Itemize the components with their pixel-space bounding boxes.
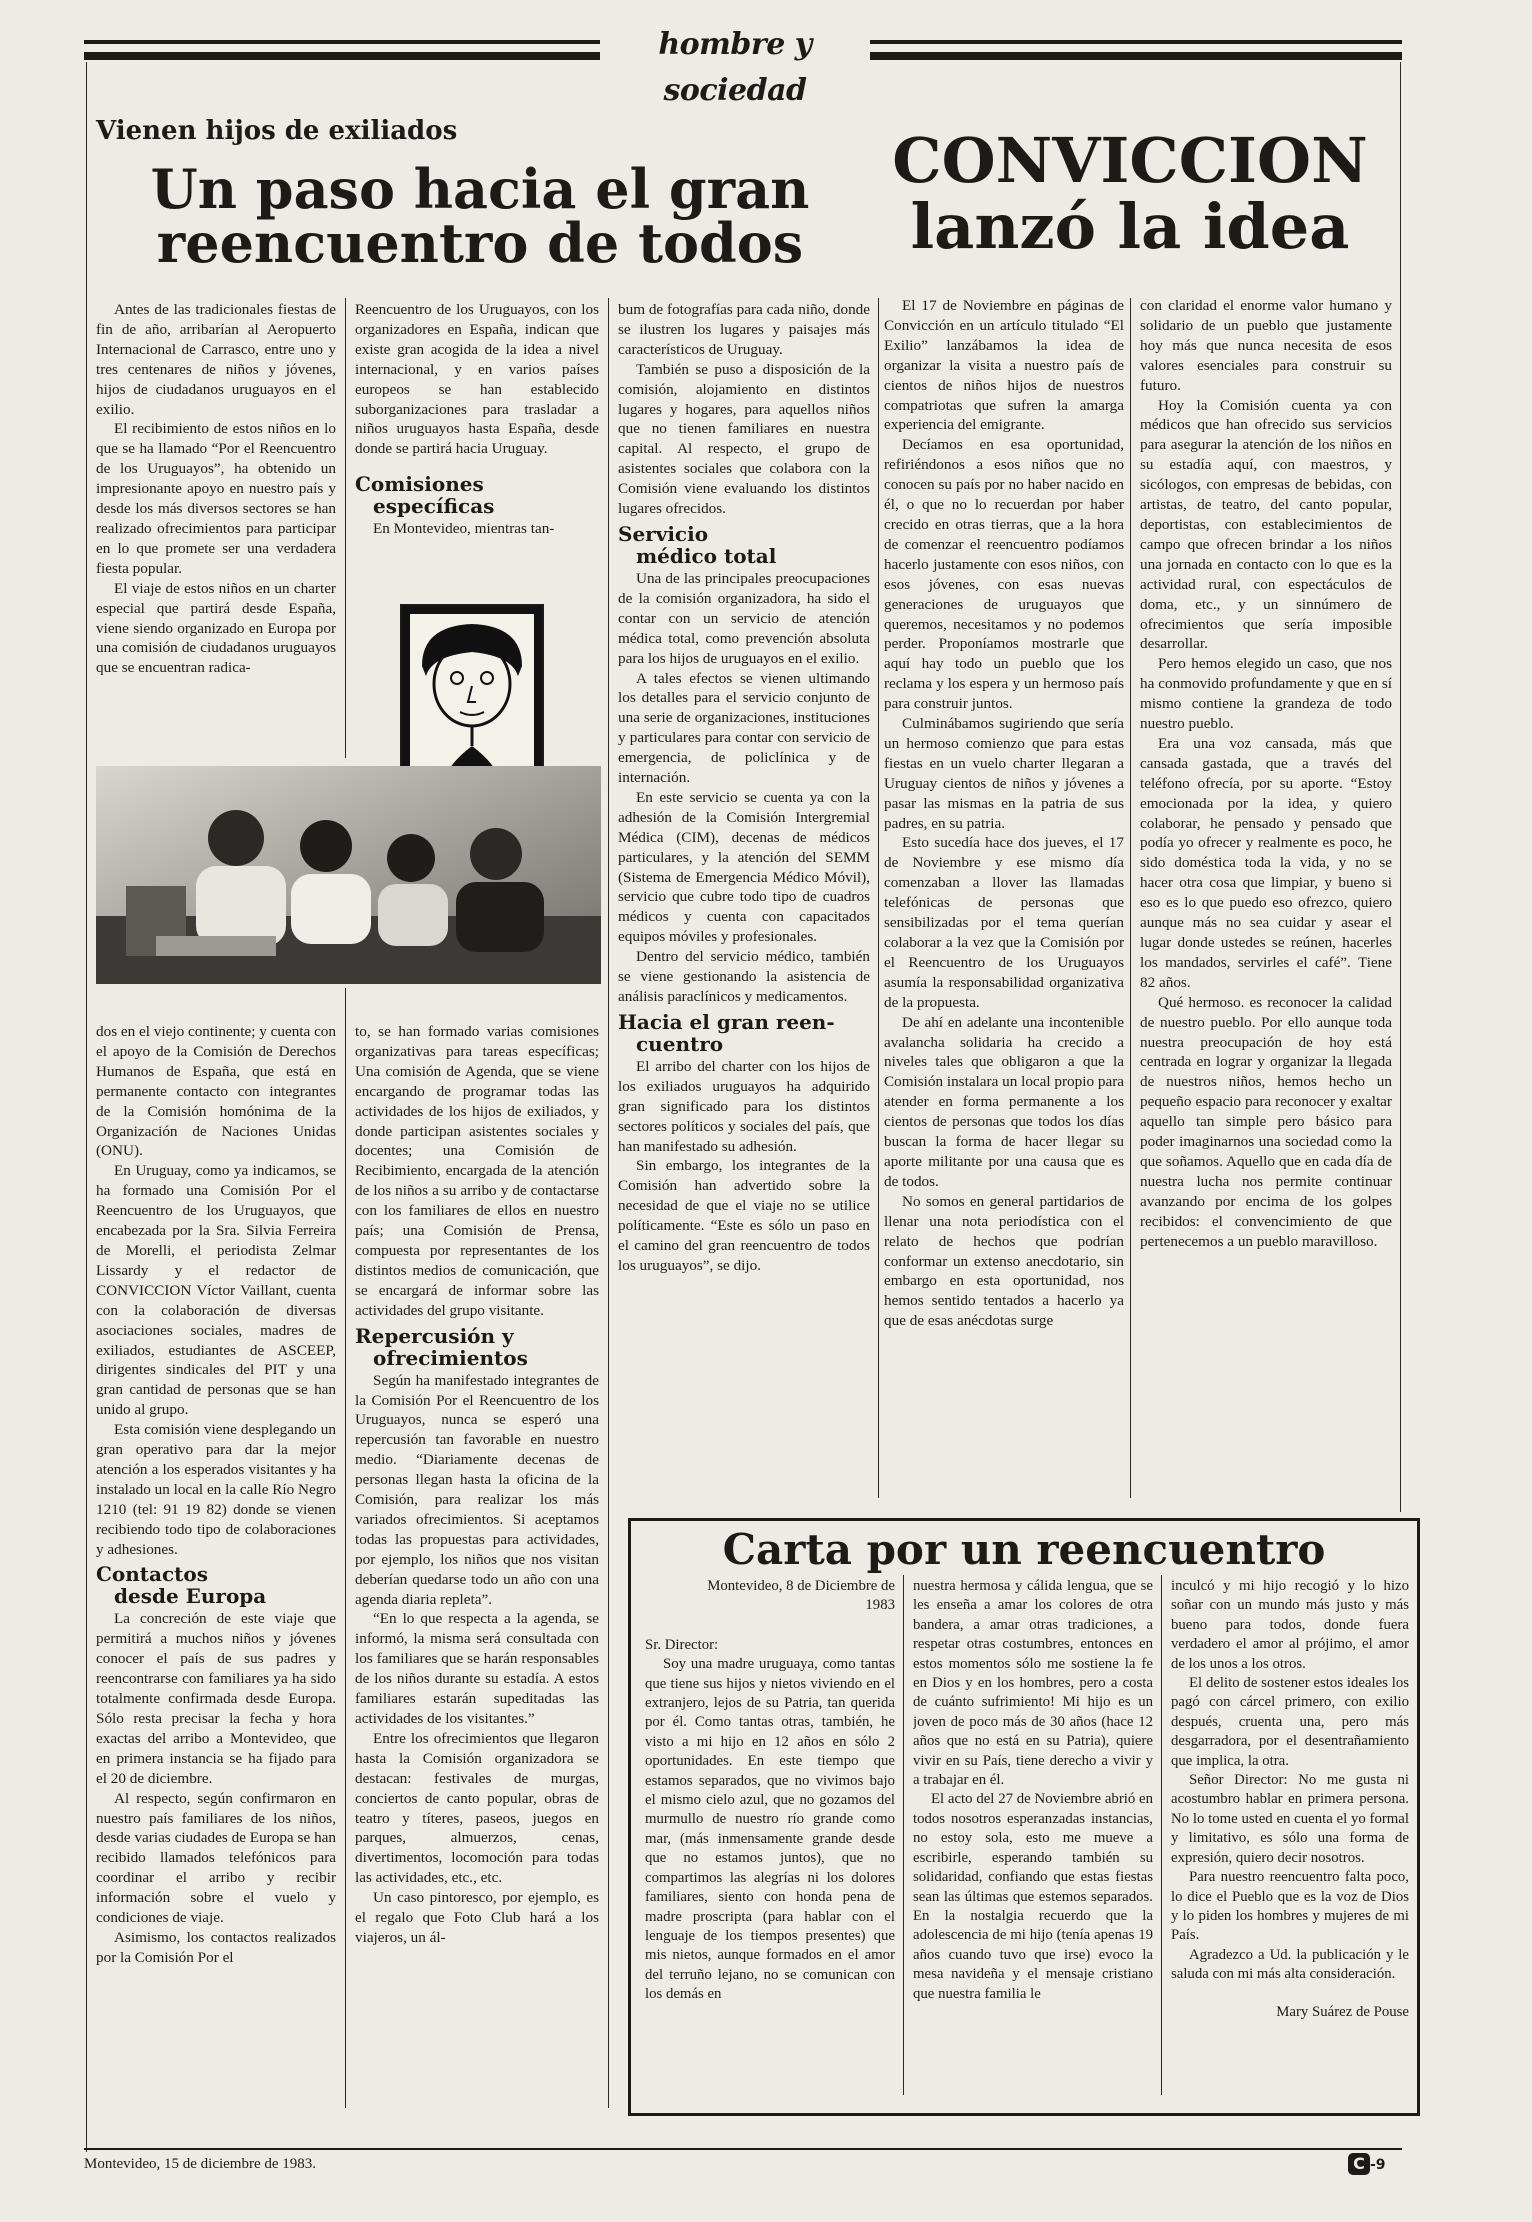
- subhead-line: específicas: [373, 494, 495, 519]
- right-headline-line1: CONVICCION: [892, 124, 1368, 197]
- paragraph: Pero hemos elegido un caso, que nos ha conmovido profundamente y que en sí mismo contiene la grandeza de todo nuestro pueblo.: [1140, 655, 1392, 733]
- paragraph: Reencuentro de los Uruguayos, con los organizadores en España, indican que existe gran acogida de la idea a nivel internacional, y en varios países europeos se han establecido suborganizaciones para trasladar a niños uruguayos hasta España, desde donde se partirá hacia Uruguay.: [355, 301, 599, 458]
- col-sep-3: [878, 298, 879, 1498]
- paragraph: Según ha manifestado integrantes de la Comisión Por el Reencuentro de los Uruguayos, nunca se esperó una repercusión tan favorable en nuestro medio. “Diariamente decenas de personas llegan hasta la oficina de la Comisión, para realizar los más variados ofrecimientos. Si aceptamos todas las propuestas para actividades, por ejemplo, los niños que nos visitan deberían quedarse todo un año con una agenda diaria repleta”.: [355, 1371, 599, 1608]
- paragraph: El acto del 27 de Noviembre abrió en todos nosotros esperanzadas instancias, no estoy sola, esto me mueve a escribirle, esperando también su solidaridad, confiando que estas fiestas sean las últimas que estemos separados. En la nostalgia recuerdo que la adolescencia de mi hijo (tenía apenas 19 años cuando tuvo que irse) evoco la mesa navideña y el mensaje cristiano que nuestra familia le: [913, 1791, 1153, 2002]
- right-col1: [884, 296, 1124, 1506]
- paragraph: Agradezco a Ud. la publicación y le saluda con mi más alta consideración.: [1171, 1946, 1409, 1983]
- subhead-line: Servicio: [618, 521, 709, 546]
- paragraph: Hoy la Comisión cuenta ya con médicos que han ofrecido sus servicios para asegurar la atención de los niños en su estadía aquí, con maestros, y sicólogos, con empresas de bebidas, con artistas, de teatro, del canto popular, deportistas, con establecimientos de campo que ofrecen brindar a los niños una jornada en contacto con lo que es la actividad rural, con espectáculos de doma, etc., y un sinnúmero de ofrecimientos que sería imposible desarrollar.: [1140, 396, 1392, 653]
- left-headline-line2: reencuentro de todos: [156, 211, 804, 275]
- carta-col-sep-1: [903, 1575, 904, 2095]
- left-col3: [618, 300, 870, 1510]
- subhead-line: Hacia el gran reen-: [618, 1009, 835, 1034]
- paragraph: Al respecto, según confirmaron en nuestro país familiares de los niños, desde varias ciudades de Europa se han recibido llamados telefónicos para coordinar el arribo y recibir información sobre el vuelo y condiciones de viaje.: [96, 1789, 336, 1927]
- carta-col3: [1171, 1577, 1409, 2107]
- paragraph: En Uruguay, como ya indicamos, se ha formado una Comisión Por el Reencuentro de los Uruguayos, que encabezada por la Sra. Silvia Ferreira de Morelli, el periodista Zelmar Lissardy y el redactor de CONVICCION Víctor Vaillant, cuenta con la colaboración de diversas asociaciones sociales, madres de exiliados, estudiantes de ASCEEP, dirigentes sindicales del PIT y una gran cantidad de personas que se han unido al grupo.: [96, 1162, 336, 1419]
- paragraph: También se puso a disposición de la comisión, alojamiento en distintos lugares y hogares, para aquellos niños que no tienen familiares en nuestra capital. Al respecto, el grupo de asistentes sociales que colabora con la Comisión viene evaluando los distintos lugares ofrecidos.: [618, 360, 870, 518]
- paragraph: El arribo del charter con los hijos de los exiliados uruguayos ha adquirido gran significado para los distintos sectores políticos y sociales del país, que han manifestado su adhesión.: [618, 1057, 870, 1155]
- paragraph: Antes de las tradicionales fiestas de fin de año, arribarían al Aeropuerto Internacional de Carrasco, entre uno y tres centenares de niños y jóvenes, hijos de ciudadanos uruguayos en el exilio.: [96, 301, 336, 418]
- footer-date: Montevideo, 15 de diciembre de 1983.: [84, 2156, 317, 2172]
- paragraph: No somos en general partidarios de llenar una nota periodística con el relato de hechos que podrían conformar un extenso anecdotario, sin embargo en esta oportunidad, nos hemos sentido tentados a hacerlo ya que de esas anécdotas surge: [884, 1192, 1124, 1330]
- paragraph: Dentro del servicio médico, también se viene gestionando la asistencia de análisis paraclínicos y medicamentos.: [618, 948, 870, 1005]
- left-headline-line1: Un paso hacia el gran: [150, 157, 810, 221]
- carta-signature: Mary Suárez de Pouse: [1276, 2003, 1409, 2020]
- carta-col2: [913, 1577, 1153, 2107]
- paragraph: Señor Director: No me gusta ni acostumbro hablar en primera persona. No lo tome usted en cuenta el yo formal y limitativo, es sólo una forma de expresión, quiero decir nosotros.: [1171, 1772, 1409, 1866]
- paragraph: Un caso pintoresco, por ejemplo, es el regalo que Foto Club hará a los viajeros, un ál-: [355, 1889, 599, 1946]
- paragraph: A tales efectos se vienen ultimando los detalles para el servicio conjunto de una serie de organizaciones, instituciones y particulares para contar con servicio de emergencia, de policlínica y de internación.: [618, 669, 870, 787]
- frame-right: [1400, 62, 1401, 1512]
- left-col1-bottom: [96, 1022, 336, 2112]
- subhead-line: Repercusión y: [355, 1323, 514, 1348]
- subhead-line: cuentro: [636, 1031, 724, 1056]
- paragraph: inculcó y mi hijo recogió y lo hizo soñar con un mundo más justo y más bueno para todos, donde fuera verdadero el amor al prójimo, el amor de los unos a los otros.: [1171, 1578, 1409, 1672]
- photo-icon: [96, 766, 601, 984]
- footer-page-number: -9: [1370, 2157, 1386, 2173]
- paragraph: En este servicio se cuenta ya con la adhesión de la Comisión Intergremial Médica (CIM), decenas de médicos particulares, y la atención del SEMM (Sistema de Emergencia Médico Móvil), servicio que cubre todo tipo de cuadros médicos y cuenta con capacitados equipos móviles y profesionales.: [618, 788, 870, 946]
- paragraph: La concreción de este viaje que permitirá a muchos niños y jóvenes conocer el país de sus padres y reencontrarse con familiares ya ha sido totalmente confirmada desde Europa. Sólo resta precisar la fecha y hora exactas del arribo a Montevideo, que en primera instancia se ha fijado para el 20 de diciembre.: [96, 1610, 336, 1787]
- col-sep-4: [1130, 298, 1131, 1498]
- footer-page: [1348, 2150, 1386, 2179]
- left-col1-top: [96, 300, 336, 760]
- carta-box: [628, 1518, 1420, 2116]
- subhead-hacia: [618, 1011, 870, 1055]
- paragraph: Asimismo, los contactos realizados por la Comisión Por el: [96, 1928, 336, 1966]
- paragraph: nuestra hermosa y cálida lengua, que se les enseña a amar los colores de otra bandera, a amar otras tradiciones, a respetar otras costumbres, entonces en estos momentos sólo me sostiene la fe en Dios y en los hombres, pero a costa de cuánto sufrimiento! Mi hijo es un joven de poco más de 30 años (hace 12 años que no está en su Patria), quiere vivir en su País, tiene derecho a vivir y a trabajar en él.: [913, 1578, 1153, 1789]
- paragraph: El recibimiento de estos niños en lo que se ha llamado “Por el Reencuentro de los Uruguayos”, ha obtenido un impresionante apoyo en nuestro país y desde los más diversos sectores se han realizado ofrecimientos para participar en lo que promete ser una verdadera fiesta popular.: [96, 420, 336, 577]
- left-article-kicker: Vienen hijos de exiliados: [96, 116, 458, 146]
- paragraph: Culminábamos sugiriendo que sería un hermoso comienzo que para estas fiestas en un vuelo charter llegaran a Uruguay cientos de niños y jóvenes a pasar las mismas en la patria de sus padres, en su patria.: [884, 715, 1124, 832]
- carta-col-sep-2: [1161, 1575, 1162, 2095]
- paragraph: El 17 de Noviembre en páginas de Convicción en un artículo titulado “El Exilio” lanzábamos la idea de organizar la visita a nuestro país de cientos de niños hijos de nuestros compatriotas que sufren la amarga experiencia del emigrante.: [884, 297, 1124, 434]
- paragraph: Decíamos en esa oportunidad, refiriéndonos a esos niños que no conocen su país por no haber nacido en él, o que no lo recuerdan por haber crecido en otras tierras, que a la hora de comenzar el reencuentro podíamos hacerlo justamente con esos niños, con esos jóvenes, con esas nuevas generaciones de uruguayos que queremos, necesitamos y no podemos perder. Proponíamos mostrarle que aquí hay todo un pueblo que los reclama y los espera y un hermoso país para construir juntos.: [884, 436, 1124, 713]
- paragraph: Para nuestro reencuentro falta poco, lo dice el Pueblo que es la voz de Dios y lo piden los hombres y mujeres de mi País.: [1171, 1869, 1409, 1944]
- paragraph: En Montevideo, mientras tan-: [373, 520, 555, 538]
- paragraph: Esta comisión viene desplegando un gran operativo para dar la mejor atención a los esperados visitantes y ha instalado un local en la calle Río Negro 1210 (tel: 91 19 82) donde se vienen recibiendo todo tipo de colaboraciones y adhesiones.: [96, 1421, 336, 1558]
- paragraph: Esto sucedía hace dos jueves, el 17 de Noviembre y ese mismo día comenzaban a llover las llamadas telefónicas de personas que sensibilizadas por el tema querían colaborar a la vez que la Comisión por el Reencuentro de los Uruguayos asumía la responsabilidad organizativa de la propuesta.: [884, 834, 1124, 1011]
- footer-rule: [84, 2148, 1402, 2150]
- paragraph: Soy una madre uruguaya, como tantas que tiene sus hijos y nietos viviendo en el extranjero, lejos de su Patria, tan querida por él. Como tantas otras, también, he visto a mi hijo en 12 años en sólo 2 oportunidades. En este tiempo que estamos separados, que no vivimos bajo el mismo cielo azul, que no gozamos del murmullo de nuestro río grande como mar, (más inmensamente grande desde que no estamos juntos), que no compartimos las alegrías ni los dolores familiares, siento con honda pena de madre proscripta (para hablar con el lenguaje de los tiempos presentes) que mis nietos, aunque formados en el amor del terruño lejano, no se comunican con los demás en: [645, 1656, 895, 2003]
- paragraph: dos en el viejo continente; y cuenta con el apoyo de la Comisión de Derechos Humanos de España, que está en permanente contacto con integrantes de la Comisión homónima de la Organización de Naciones Unidas (ONU).: [96, 1023, 336, 1160]
- subhead-comisiones: [355, 473, 599, 517]
- subhead-line: ofrecimientos: [373, 1345, 528, 1370]
- carta-title: Carta por un reencuentro: [722, 1525, 1326, 1574]
- left-col2-top: [355, 300, 599, 600]
- meeting-photo: [96, 766, 601, 984]
- subhead-line: Comisiones: [355, 472, 484, 497]
- paragraph: Sin embargo, los integrantes de la Comisión han advertido sobre la necesidad de que el viaje no se utilice políticamente. “Este es sólo un paso en el camino del gran reencuentro de todos los uruguayos”, se dijo.: [618, 1157, 870, 1274]
- right-col2: [1140, 296, 1392, 1506]
- paragraph: De ahí en adelante una incontenible avalancha solidaria ha crecido a niveles tales que obligaron a que la Comisión instalara un local propio para atender en forma permanente a los cientos de personas que todos los días buscan la forma de hacer llegar su aporte militante por una causa que es de todos.: [884, 1013, 1124, 1190]
- left-article-headline: [120, 157, 840, 275]
- paragraph: con claridad el enorme valor humano y solidario de un pueblo que justamente hoy más que nunca necesita de esos valores esenciales para construir su futuro.: [1140, 297, 1392, 394]
- paragraph: Entre los ofrecimientos que llegaron hasta la Comisión organizadora se destacan: festivales de murgas, conciertos de canto popular, obras de teatro y títeres, paseos, juegos en parques, almuerzos, cenas, divertimentos, locomoción para todas las actividades, etc., etc.: [355, 1729, 599, 1887]
- subhead-line: Contactos: [96, 1562, 209, 1587]
- paragraph: El viaje de estos niños en un charter especial que partirá desde España, viene siendo organizado en Europa por una comisión de ciudadanos uruguayos que se encuentran radica-: [96, 579, 336, 677]
- right-article-headline: [880, 124, 1380, 263]
- paragraph: Qué hermoso. es reconocer la calidad de nuestro pueblo. Por ello aunque toda nuestra preocupación de hoy está centrada en lograr y organizar la llegada de nuestros niños, hemos hecho un pequeño espacio para reconocer y exaltar aquello tan simple pero básico para poder imaginarnos una sociedad como la que soñamos. Aquello que en cada día de nuestra lucha nos permite continuar avanzando por encima de los golpes recibidos: el convencimiento de que pertenecemos a un pueblo maravilloso.: [1140, 993, 1392, 1250]
- paragraph: bum de fotografías para cada niño, donde se ilustren los lugares y paisajes más característicos de Uruguay.: [618, 301, 870, 358]
- carta-col1: [645, 1577, 895, 2107]
- subhead-servicio: [618, 523, 870, 567]
- subhead-line: desde Europa: [114, 1584, 267, 1609]
- right-headline-line2: lanzó la idea: [910, 190, 1350, 263]
- carta-dateline: Montevideo, 8 de Diciembre de 1983: [707, 1578, 895, 1614]
- paragraph: El delito de sostener estos ideales los pagó con cárcel primero, con exilio después, cruenta una, pero más desgarradora, por el desentrañamiento que implica, la otra.: [1171, 1675, 1409, 1769]
- subhead-contactos: [96, 1563, 336, 1607]
- paragraph: to, se han formado varias comisiones organizativas para tareas específicas; Una comisión de Agenda, que se viene encargando de programar todas las actividades de los hijos de exiliados, y donde participan asistentes sociales y docentes; una Comisión de Recibimiento, encargada de la atención de los niños a su arribo y de contactarse con los familiares de ellos en nuestro país; una Comisión de Prensa, compuesta por representantes de los distintos medios de comunicación, que se encargará de informar sobre las actividades del grupo visitante.: [355, 1023, 599, 1319]
- subhead-repercusion: [355, 1325, 599, 1369]
- carta-salutation: Sr. Director:: [645, 1636, 719, 1653]
- footer-logo-icon: C: [1348, 2153, 1370, 2175]
- col-sep-1b: [345, 988, 346, 2108]
- col-sep-2: [608, 298, 609, 2108]
- paragraph: Era una voz cansada, más que cansada gastada, que a través del teléfono ofrecía, por su aporte. “Estoy emocionada por la idea, y quiero colaborar, he pensado y pensado que podía yo ofrecer y realmente es poco, he sido doméstica toda la vida, y no se hacer otra cosa que limpiar, y bueno si eso es lo que puedo eso ofrezco, quiero aunque más no sea cuidar y asear el lugar donde ustedes se reúnen, hacerles los mandados, servirles el café”. Tiene 82 años.: [1140, 734, 1392, 991]
- subhead-line: médico total: [636, 543, 777, 568]
- paragraph: “En lo que respecta a la agenda, se informó, la misma será consultada con los familiares que se harán responsables de los niños durante su estadía. A estos familiares estarán supeditadas las actividades de los visitantes.”: [355, 1610, 599, 1727]
- frame-left: [86, 62, 87, 2152]
- left-col2-bottom: [355, 1022, 599, 2112]
- section-tag: hombre y sociedad: [600, 22, 870, 68]
- col-sep-1: [345, 298, 346, 758]
- paragraph: Una de las principales preocupaciones de la comisión organizadora, ha sido el contar con un servicio de atención médica total, como prevención absoluta para los hijos de uruguayos en el exilio.: [618, 569, 870, 667]
